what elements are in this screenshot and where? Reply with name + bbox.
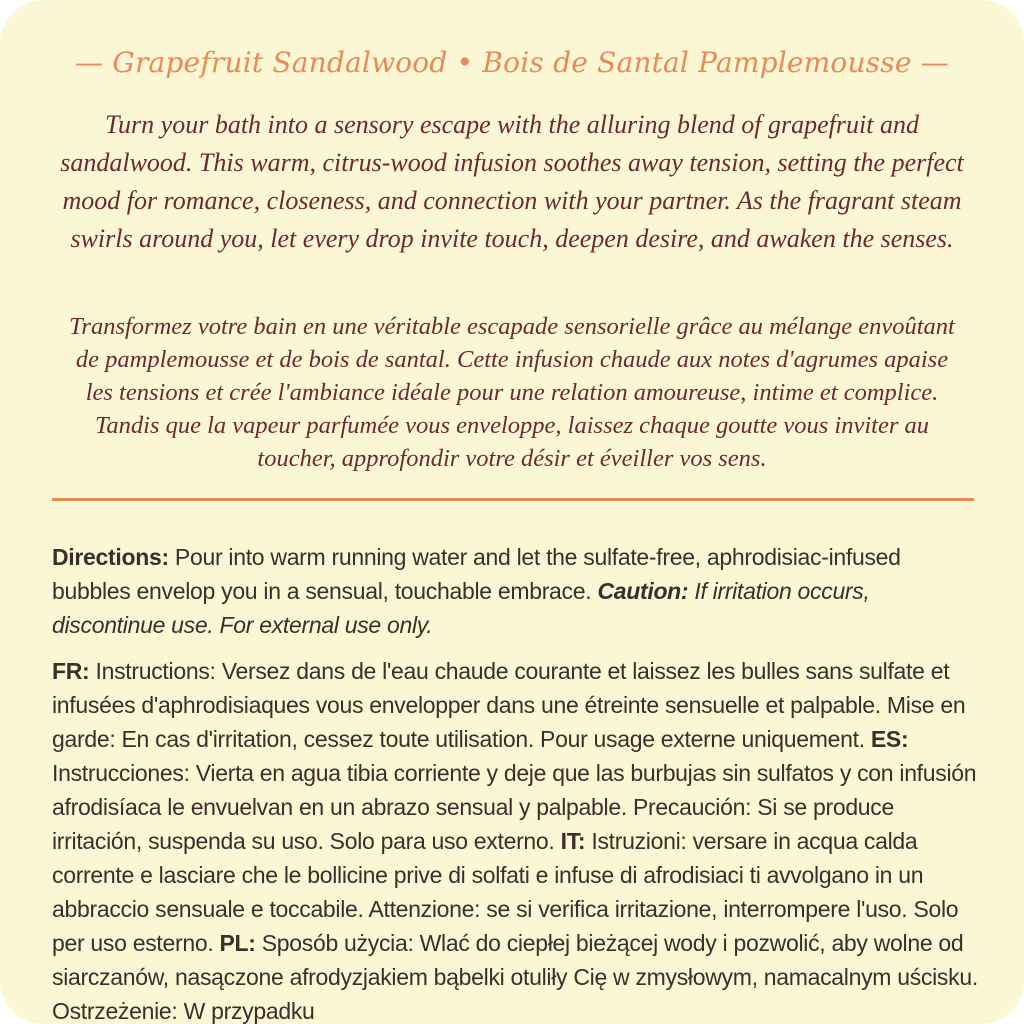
directions-label: Directions: — [52, 544, 169, 570]
fr-text: Instructions: Versez dans de l'eau chaude courante et laissez les bulles sans sulfate et infusées d'aphrodisiaques vous envelopper dans une étreinte sensuelle et palpable. Mise en garde: En cas d'irritation, cessez toute utilisation. Pour usage externe uniquement. — [52, 658, 966, 752]
it-text: Istruzioni: versare in acqua calda corrente e lasciare che le bollicine prive di solfati e infuse di afrodisiaci ti avvolgano in un abbraccio sensuale e toccabile. Attenzione: se si verifica irritazione, interrompere l'uso. Solo per uso esterno. — [52, 828, 959, 956]
intro-english: Turn your bath into a sensory escape with the alluring blend of grapefruit and sandalwood. This warm, citrus-wood infusion soothes away tension, setting the perfect mood for romance, closeness, and connection with your partner. As the fragrant steam swirls around you, let every drop invite touch, deepen desire, and awaken the senses. — [60, 110, 964, 253]
es-text: Instrucciones: Vierta en agua tibia corriente y deje que las burbujas sin sulfatos y con infusión afrodisíaca le envuelvan en un abrazo sensual y palpable. Precaución: Si se produce irritación, suspenda su uso. Solo para uso externo. — [52, 760, 977, 854]
directions-text: Pour into warm running water and let the sulfate-free, aphrodisiac-infused bubbles envelop you in a sensual, touchable embrace. — [52, 544, 901, 604]
directions-paragraph — [52, 540, 982, 642]
divider-line — [52, 498, 974, 501]
caution-label: Caution: — [597, 578, 689, 604]
pl-label: PL: — [219, 930, 256, 956]
multilanguage-directions — [52, 654, 982, 1024]
it-label: IT: — [560, 828, 586, 854]
intro-french: Transformez votre bain en une véritable escapade sensorielle grâce au mélange envoûtant de pamplemousse et de bois de santal. Cette infusion chaude aux notes d'agrumes apaise les tensions et crée l'ambiance idéale pour une relation amoureuse, intime et complice. Tandis que la vapeur parfumée vous enveloppe, laissez chaque goutte vous inviter au toucher, approfondir votre désir et éveiller vos sens. — [69, 313, 955, 472]
es-label: ES: — [870, 726, 909, 752]
caution-text: If irritation occurs, discontinue use. For external use only. — [52, 578, 870, 638]
pl-text: Sposób użycia: Wlać do ciepłej bieżącej wody i pozwolić, aby wolne od siarczanów, nasączone afrodyzjakiem bąbelki otuliły Cię w zmysłowym, namacalnym uścisku. Ostrzeżenie: W przypadku — [52, 930, 978, 1024]
product-title: — Grapefruit Sandalwood • Bois de Santal Pamplemousse — — [75, 46, 949, 79]
fr-label: FR: — [52, 658, 90, 684]
